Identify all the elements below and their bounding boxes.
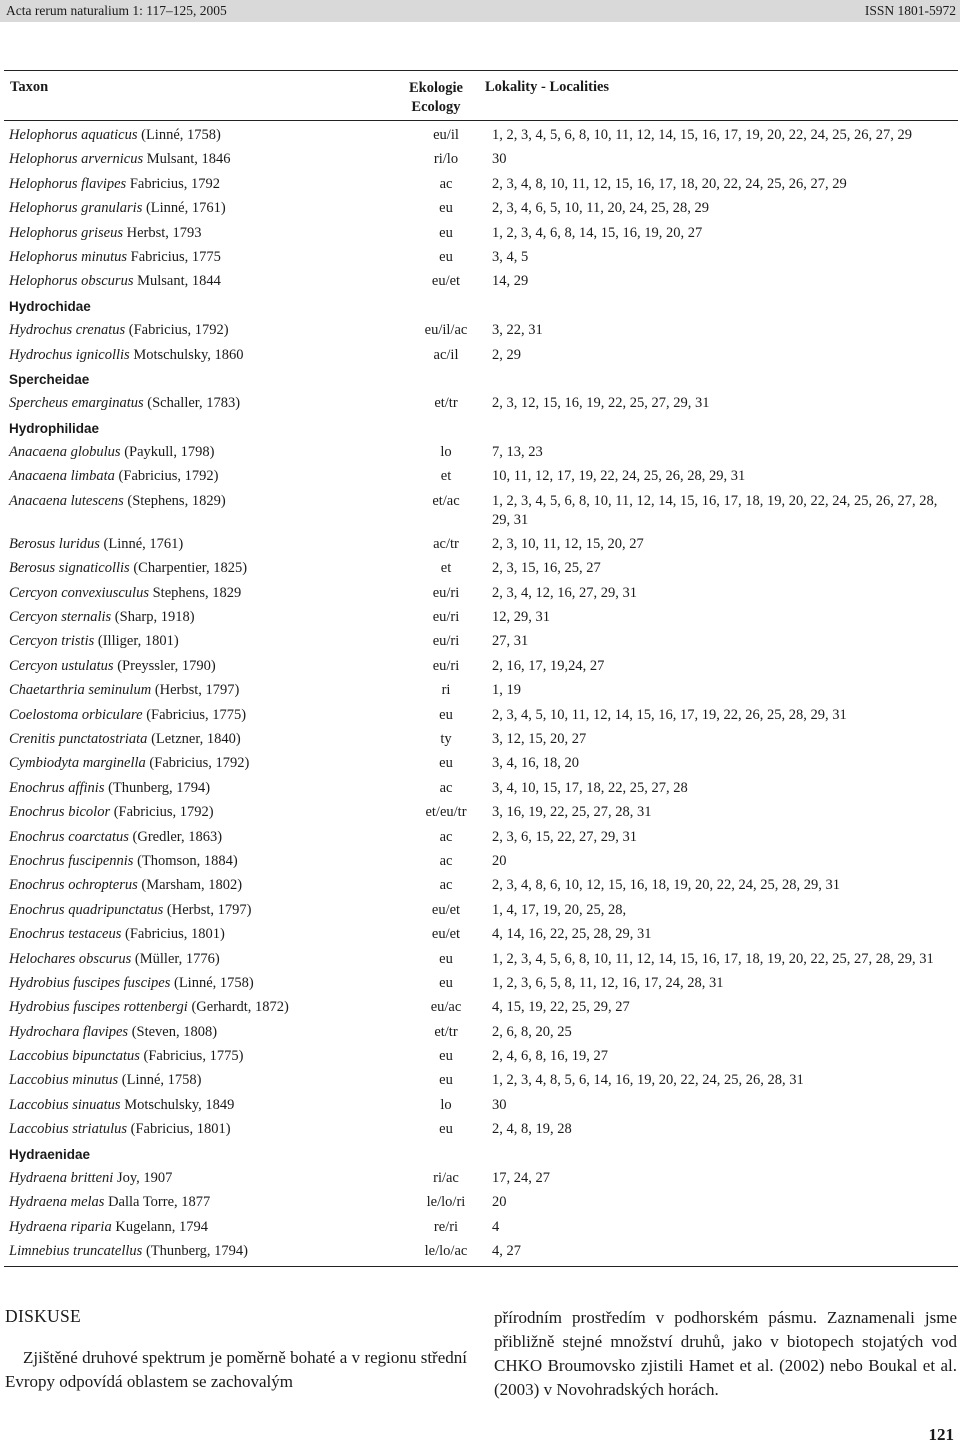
species-name: Anacaena limbata bbox=[9, 468, 115, 485]
ecology-cell: eu/et bbox=[431, 273, 461, 290]
family-row bbox=[0, 292, 960, 316]
species-name: Berosus signaticollis bbox=[9, 560, 130, 577]
family-row bbox=[0, 414, 960, 438]
species-author: (Charpentier, 1825) bbox=[129, 560, 248, 577]
table-row bbox=[0, 1164, 960, 1188]
ecology-cell: le/lo/ac bbox=[424, 1243, 468, 1260]
table-row bbox=[0, 798, 960, 822]
taxon-cell bbox=[0, 1071, 401, 1090]
species-author: Joy, 1907 bbox=[113, 1170, 173, 1187]
species-name: Enochrus coarctatus bbox=[9, 828, 129, 845]
localities-cell: 1, 2, 3, 4, 5, 6, 8, 10, 11, 12, 14, 15, 16, 17, 18, 19, 20, 22, 25, 27, 28, 29, 31 bbox=[492, 950, 934, 967]
species-author: (Linné, 1758) bbox=[170, 974, 254, 991]
table-header bbox=[0, 71, 960, 118]
taxon-cell bbox=[0, 1120, 401, 1139]
ecology-cell: et/ac bbox=[432, 492, 460, 509]
family-row bbox=[0, 365, 960, 389]
species-name: Helophorus obscurus bbox=[9, 273, 134, 290]
ecology-cell: eu bbox=[439, 706, 453, 723]
species-author: (Illiger, 1801) bbox=[94, 633, 179, 650]
ecology-cell: eu/il/ac bbox=[424, 322, 468, 339]
localities-cell: 1, 4, 17, 19, 20, 25, 28, bbox=[492, 901, 627, 918]
taxon-cell bbox=[0, 150, 401, 169]
taxon-cell bbox=[0, 559, 401, 578]
table-row bbox=[0, 774, 960, 798]
taxon-cell bbox=[0, 272, 401, 291]
taxon-cell bbox=[0, 852, 401, 871]
localities-cell: 3, 4, 10, 15, 17, 18, 22, 25, 27, 28 bbox=[492, 779, 688, 796]
table-row bbox=[0, 603, 960, 627]
localities-cell bbox=[491, 297, 960, 316]
taxon-cell bbox=[0, 492, 401, 530]
species-author: (Paykull, 1798) bbox=[120, 444, 215, 461]
ecology-cell bbox=[401, 370, 491, 389]
table-row bbox=[0, 1042, 960, 1066]
table-row bbox=[0, 1188, 960, 1212]
taxon-cell bbox=[0, 803, 401, 822]
localities-cell: 12, 29, 31 bbox=[492, 609, 550, 626]
localities-cell: 1, 2, 3, 4, 6, 8, 14, 15, 16, 19, 20, 27 bbox=[492, 224, 703, 241]
species-author: (Schaller, 1783) bbox=[143, 395, 241, 412]
journal-citation: Acta rerum naturalium 1: 117–125, 2005 bbox=[6, 3, 227, 18]
table-row bbox=[0, 438, 960, 462]
family-name: Hydrochidae bbox=[9, 298, 91, 314]
taxon-cell bbox=[0, 394, 401, 413]
localities-cell: 30 bbox=[492, 1096, 507, 1113]
taxon-cell bbox=[0, 1193, 401, 1212]
species-name: Spercheus emarginatus bbox=[9, 395, 144, 412]
species-author: (Müller, 1776) bbox=[131, 950, 220, 967]
localities-cell: 2, 29 bbox=[492, 346, 521, 363]
taxon-cell bbox=[0, 1023, 401, 1042]
localities-cell: 2, 6, 8, 20, 25 bbox=[492, 1023, 572, 1040]
species-name: Helochares obscurus bbox=[9, 950, 132, 967]
species-author: (Linné, 1758) bbox=[118, 1072, 202, 1089]
localities-cell bbox=[491, 370, 960, 389]
taxon-cell bbox=[0, 925, 401, 944]
species-author: (Thunberg, 1794) bbox=[142, 1243, 248, 1260]
species-name: Cercyon ustulatus bbox=[9, 657, 114, 674]
species-author: (Fabricius, 1792) bbox=[114, 468, 219, 485]
ecology-cell: ri/lo bbox=[433, 151, 459, 168]
ecology-cell: et/eu/tr bbox=[425, 804, 467, 821]
taxon-cell bbox=[0, 828, 401, 847]
localities-cell: 1, 19 bbox=[492, 682, 521, 699]
species-name: Cymbiodyta marginella bbox=[9, 755, 146, 772]
species-author: Stephens, 1829 bbox=[148, 584, 242, 601]
localities-cell: 2, 3, 6, 15, 22, 27, 29, 31 bbox=[492, 828, 637, 845]
species-name: Laccobius minutus bbox=[9, 1072, 119, 1089]
ecology-cell: re/ri bbox=[433, 1218, 459, 1235]
ecology-cell: eu bbox=[439, 974, 453, 991]
localities-cell: 2, 3, 15, 16, 25, 27 bbox=[492, 560, 601, 577]
species-name: Hydrobius fuscipes rottenbergi bbox=[9, 999, 188, 1016]
taxon-cell bbox=[0, 535, 401, 554]
table-row bbox=[0, 652, 960, 676]
column-header-localities: Lokality - Localities bbox=[485, 79, 610, 95]
species-author: Mulsant, 1844 bbox=[133, 273, 221, 290]
species-author: Mulsant, 1846 bbox=[143, 151, 231, 168]
ecology-cell: eu/ri bbox=[432, 584, 460, 601]
taxon-cell bbox=[0, 1096, 401, 1115]
page-number: 121 bbox=[928, 1425, 954, 1444]
taxon-cell bbox=[0, 706, 401, 725]
issn: ISSN 1801-5972 bbox=[864, 3, 956, 18]
species-author: Dalla Torre, 1877 bbox=[104, 1194, 211, 1211]
column-header-taxon: Taxon bbox=[10, 79, 49, 95]
ecology-cell: eu bbox=[439, 1121, 453, 1138]
ecology-cell bbox=[401, 297, 491, 316]
table-row bbox=[0, 676, 960, 700]
localities-cell: 2, 3, 12, 15, 16, 19, 22, 25, 27, 29, 31 bbox=[492, 395, 710, 412]
species-author: (Fabricius, 1775) bbox=[139, 1048, 244, 1065]
species-author: (Thunberg, 1794) bbox=[104, 779, 211, 796]
taxon-cell bbox=[0, 199, 401, 218]
ecology-cell: eu/ri bbox=[432, 609, 460, 626]
taxon-cell bbox=[0, 224, 401, 243]
ecology-cell: le/lo/ri bbox=[426, 1194, 466, 1211]
ecology-cell: eu/il bbox=[433, 127, 459, 143]
taxon-cell bbox=[0, 1218, 401, 1237]
species-name: Anacaena lutescens bbox=[9, 492, 124, 509]
table-row bbox=[0, 389, 960, 413]
table-row bbox=[0, 993, 960, 1017]
species-name: Crenitis punctatostriata bbox=[9, 730, 148, 747]
localities-cell: 14, 29 bbox=[492, 273, 529, 290]
ecology-cell: ac bbox=[439, 779, 453, 796]
species-name: Hydrochus crenatus bbox=[9, 322, 126, 339]
species-author: (Herbst, 1797) bbox=[151, 682, 240, 699]
localities-cell: 2, 3, 4, 5, 10, 11, 12, 14, 15, 16, 17, 19, 22, 26, 25, 28, 29, 31 bbox=[492, 706, 847, 723]
species-name: Laccobius sinuatus bbox=[9, 1096, 121, 1113]
species-name: Enochrus bicolor bbox=[9, 804, 111, 821]
species-name: Hydraena riparia bbox=[9, 1218, 112, 1235]
taxon-cell bbox=[0, 950, 401, 969]
taxon-cell bbox=[0, 443, 401, 462]
localities-cell: 3, 4, 16, 18, 20 bbox=[492, 755, 579, 772]
table-row bbox=[0, 121, 960, 145]
taxon-cell bbox=[0, 175, 401, 194]
species-author: (Fabricius, 1801) bbox=[121, 926, 225, 943]
table-row bbox=[0, 267, 960, 291]
column-header-ecology bbox=[404, 79, 468, 117]
species-author: (Fabricius, 1792) bbox=[145, 755, 250, 772]
species-author: (Preyssler, 1790) bbox=[113, 657, 216, 674]
taxon-cell bbox=[0, 876, 401, 895]
running-head bbox=[0, 0, 960, 22]
column-header-ecology-en: Ecology bbox=[411, 99, 461, 115]
localities-cell: 2, 3, 4, 8, 6, 10, 12, 15, 16, 18, 19, 20, 22, 24, 25, 28, 29, 31 bbox=[492, 877, 840, 894]
localities-cell: 1, 2, 3, 6, 5, 8, 11, 12, 16, 17, 24, 28, 31 bbox=[492, 974, 724, 991]
ecology-cell: eu/ri bbox=[432, 657, 460, 674]
table-row bbox=[0, 896, 960, 920]
ecology-cell: ri/ac bbox=[433, 1170, 459, 1187]
species-name: Enochrus testaceus bbox=[9, 926, 122, 943]
species-name: Anacaena globulus bbox=[9, 444, 121, 461]
family-name: Hydraenidae bbox=[9, 1146, 91, 1162]
table-row bbox=[0, 530, 960, 554]
localities-cell bbox=[491, 419, 960, 438]
species-author: (Marsham, 1802) bbox=[137, 877, 243, 894]
taxon-cell bbox=[0, 730, 401, 749]
taxon-cell bbox=[0, 608, 401, 627]
table-row bbox=[0, 170, 960, 194]
ecology-cell bbox=[401, 419, 491, 438]
ecology-cell: eu bbox=[439, 1072, 453, 1089]
ecology-cell: eu bbox=[439, 224, 453, 241]
table-row bbox=[0, 627, 960, 651]
taxon-cell bbox=[0, 1169, 401, 1188]
ecology-cell: eu bbox=[439, 1048, 453, 1065]
localities-cell: 1, 2, 3, 4, 5, 6, 8, 10, 11, 12, 14, 15, 16, 17, 19, 20, 22, 24, 25, 26, 27, 29 bbox=[492, 127, 912, 143]
localities-cell: 3, 22, 31 bbox=[492, 322, 543, 339]
localities-cell: 2, 3, 4, 6, 5, 10, 11, 20, 24, 25, 28, 29 bbox=[492, 200, 709, 217]
localities-cell: 3, 4, 5 bbox=[492, 248, 529, 265]
species-name: Enochrus fuscipennis bbox=[9, 852, 134, 869]
species-author: (Fabricius, 1801) bbox=[127, 1121, 231, 1138]
taxon-cell bbox=[0, 974, 401, 993]
table-row bbox=[0, 462, 960, 486]
localities-cell: 20 bbox=[492, 1194, 507, 1211]
species-author: Herbst, 1793 bbox=[123, 224, 202, 241]
species-name: Cercyon tristis bbox=[9, 633, 95, 650]
species-name: Cercyon convexiusculus bbox=[9, 584, 149, 601]
ecology-cell: eu bbox=[439, 200, 453, 217]
column-header-ecology-cz: Ekologie bbox=[409, 80, 463, 96]
species-name: Hydrobius fuscipes fuscipes bbox=[9, 974, 171, 991]
localities-cell: 7, 13, 23 bbox=[492, 444, 543, 461]
species-name: Chaetarthria seminulum bbox=[9, 682, 152, 699]
taxon-cell bbox=[0, 1047, 401, 1066]
family-row bbox=[0, 1140, 960, 1164]
table-row bbox=[0, 554, 960, 578]
taxon-cell bbox=[0, 779, 401, 798]
localities-cell: 10, 11, 12, 17, 19, 22, 24, 25, 26, 28, 29, 31 bbox=[492, 468, 746, 485]
species-author: (Fabricius, 1775) bbox=[142, 706, 247, 723]
localities-cell: 2, 3, 4, 8, 10, 11, 12, 15, 16, 17, 18, 20, 22, 24, 25, 26, 27, 29 bbox=[492, 175, 847, 192]
table-row bbox=[0, 1213, 960, 1237]
table-row bbox=[0, 725, 960, 749]
taxon-cell bbox=[0, 346, 401, 365]
localities-cell: 3, 12, 15, 20, 27 bbox=[492, 730, 587, 747]
table-body bbox=[0, 121, 960, 1262]
species-name: Helophorus flavipes bbox=[9, 175, 127, 192]
ecology-cell: ac bbox=[439, 828, 453, 845]
ecology-cell: eu/et bbox=[431, 926, 461, 943]
family-name: Spercheidae bbox=[9, 371, 90, 387]
localities-cell: 2, 3, 4, 12, 16, 27, 29, 31 bbox=[492, 584, 637, 601]
family-name: Hydrophilidae bbox=[9, 420, 100, 436]
species-name: Enochrus ochropterus bbox=[9, 877, 138, 894]
ecology-cell: ac/il bbox=[433, 346, 459, 363]
table-row bbox=[0, 316, 960, 340]
species-author: (Fabricius, 1792) bbox=[110, 804, 214, 821]
table-row bbox=[0, 847, 960, 871]
species-name: Helophorus granularis bbox=[9, 200, 143, 217]
discussion-paragraph-right: přírodním prostředím v podhorském pásmu. Zaznamenali jsme přibližně stejné množství druhů, jako v biotopech stojatých vod CHKO Broumovsko zjistili Hamet et al. (2002) nebo Boukal et al. (2003) v Novohradských horách. bbox=[494, 1308, 957, 1399]
ecology-cell bbox=[401, 1145, 491, 1164]
species-name: Enochrus quadripunctatus bbox=[9, 901, 164, 918]
ecology-cell: et/tr bbox=[434, 395, 458, 412]
species-author: (Letzner, 1840) bbox=[147, 730, 241, 747]
ecology-cell: ac bbox=[439, 175, 453, 192]
table-bottom-rule bbox=[4, 1266, 958, 1267]
table-row bbox=[0, 145, 960, 169]
taxon-cell bbox=[0, 584, 401, 603]
species-name: Hydrochus ignicollis bbox=[9, 346, 130, 363]
species-author: (Linné, 1761) bbox=[142, 200, 226, 217]
table-row bbox=[0, 487, 960, 530]
localities-cell: 1, 2, 3, 4, 5, 6, 8, 10, 11, 12, 14, 15, 16, 17, 18, 19, 20, 22, 24, 25, 26, 27, 28, 29, 31 bbox=[492, 492, 938, 528]
species-author: (Gredler, 1863) bbox=[128, 828, 223, 845]
species-author: Motschulsky, 1849 bbox=[120, 1096, 235, 1113]
taxon-cell bbox=[0, 126, 401, 145]
section-title: DISKUSE bbox=[5, 1306, 81, 1326]
species-author: Kugelann, 1794 bbox=[111, 1218, 208, 1235]
species-author: (Steven, 1808) bbox=[128, 1023, 218, 1040]
table-row bbox=[0, 945, 960, 969]
species-author: (Stephens, 1829) bbox=[123, 492, 226, 509]
ecology-cell: et bbox=[440, 468, 452, 485]
species-name: Hydraena britteni bbox=[9, 1170, 114, 1187]
taxon-cell bbox=[0, 632, 401, 651]
species-name: Cercyon sternalis bbox=[9, 609, 112, 626]
species-author: (Linné, 1758) bbox=[137, 127, 221, 143]
ecology-cell: lo bbox=[440, 444, 452, 461]
species-name: Enochrus affinis bbox=[9, 779, 105, 796]
table-row bbox=[0, 823, 960, 847]
localities-cell: 2, 4, 8, 19, 28 bbox=[492, 1121, 572, 1138]
localities-cell: 17, 24, 27 bbox=[492, 1170, 550, 1187]
localities-cell: 4, 15, 19, 22, 25, 29, 27 bbox=[492, 999, 630, 1016]
species-author: Fabricius, 1792 bbox=[126, 175, 221, 192]
ecology-cell: lo bbox=[440, 1096, 452, 1113]
table-row bbox=[0, 1091, 960, 1115]
species-author: (Sharp, 1918) bbox=[111, 609, 195, 626]
localities-cell: 2, 3, 10, 11, 12, 15, 20, 27 bbox=[492, 535, 644, 552]
localities-cell: 4, 27 bbox=[492, 1243, 521, 1260]
species-name: Helophorus aquaticus bbox=[9, 127, 138, 143]
species-author: (Thomson, 1884) bbox=[133, 852, 238, 869]
table-row bbox=[0, 871, 960, 895]
taxon-cell bbox=[0, 467, 401, 486]
table-row bbox=[0, 1237, 960, 1261]
taxon-cell bbox=[0, 1242, 401, 1261]
ecology-cell: eu/ri bbox=[432, 633, 460, 650]
ecology-cell: ac bbox=[439, 877, 453, 894]
ecology-cell: et bbox=[440, 560, 452, 577]
ecology-cell: ri bbox=[441, 682, 451, 699]
species-author: (Gerhardt, 1872) bbox=[187, 999, 289, 1016]
ecology-cell: et/tr bbox=[434, 1023, 458, 1040]
species-name: Hydrochara flavipes bbox=[9, 1023, 129, 1040]
ecology-cell: eu bbox=[439, 755, 453, 772]
localities-cell: 2, 4, 6, 8, 16, 19, 27 bbox=[492, 1048, 608, 1065]
localities-cell bbox=[491, 1145, 960, 1164]
table-row bbox=[0, 749, 960, 773]
taxon-cell bbox=[0, 657, 401, 676]
taxon-cell bbox=[0, 998, 401, 1017]
species-author: (Fabricius, 1792) bbox=[125, 322, 229, 339]
taxon-cell bbox=[0, 754, 401, 773]
taxon-cell bbox=[0, 901, 401, 920]
ecology-cell: eu bbox=[439, 248, 453, 265]
ecology-cell: ty bbox=[440, 730, 452, 747]
species-name: Limnebius truncatellus bbox=[9, 1243, 143, 1260]
discussion-paragraph-left: Zjištěné druhové spektrum je poměrně bohaté a v regionu střední Evropy odpovídá oblastem se zachovalým bbox=[5, 1348, 467, 1391]
ecology-cell: ac bbox=[439, 852, 453, 869]
table-row bbox=[0, 243, 960, 267]
localities-cell: 4 bbox=[492, 1218, 500, 1235]
ecology-cell: eu/ac bbox=[430, 999, 462, 1016]
localities-cell: 30 bbox=[492, 151, 507, 168]
table-row bbox=[0, 969, 960, 993]
ecology-cell: eu/et bbox=[431, 901, 461, 918]
species-author: Motschulsky, 1860 bbox=[129, 346, 244, 363]
localities-cell: 27, 31 bbox=[492, 633, 529, 650]
table-row bbox=[0, 579, 960, 603]
species-author: Fabricius, 1775 bbox=[127, 248, 221, 265]
table-row bbox=[0, 1115, 960, 1139]
ecology-cell: eu bbox=[439, 950, 453, 967]
table-row bbox=[0, 1066, 960, 1090]
table-row bbox=[0, 194, 960, 218]
species-name: Laccobius bipunctatus bbox=[9, 1048, 140, 1065]
localities-cell: 2, 16, 17, 19,24, 27 bbox=[492, 657, 605, 674]
table-row bbox=[0, 920, 960, 944]
taxon-cell bbox=[0, 681, 401, 700]
species-author: (Linné, 1761) bbox=[99, 535, 184, 552]
species-author: (Herbst, 1797) bbox=[163, 901, 252, 918]
table-row bbox=[0, 219, 960, 243]
species-table bbox=[0, 70, 960, 1267]
taxon-cell bbox=[0, 321, 401, 340]
table-row bbox=[0, 701, 960, 725]
species-name: Helophorus griseus bbox=[9, 224, 123, 241]
ecology-cell: ac/tr bbox=[433, 535, 459, 552]
species-name: Hydraena melas bbox=[9, 1194, 105, 1211]
table-row bbox=[0, 341, 960, 365]
taxon-cell bbox=[0, 248, 401, 267]
localities-cell: 4, 14, 16, 22, 25, 28, 29, 31 bbox=[492, 926, 652, 943]
species-name: Berosus luridus bbox=[9, 535, 100, 552]
species-name: Helophorus minutus bbox=[9, 248, 128, 265]
species-name: Laccobius striatulus bbox=[9, 1121, 128, 1138]
species-name: Helophorus arvernicus bbox=[9, 151, 144, 168]
localities-cell: 20 bbox=[492, 852, 507, 869]
localities-cell: 1, 2, 3, 4, 8, 5, 6, 14, 16, 19, 20, 22, 24, 25, 26, 28, 31 bbox=[492, 1072, 804, 1089]
table-row bbox=[0, 1018, 960, 1042]
species-name: Coelostoma orbiculare bbox=[9, 706, 143, 723]
localities-cell: 3, 16, 19, 22, 25, 27, 28, 31 bbox=[492, 804, 652, 821]
